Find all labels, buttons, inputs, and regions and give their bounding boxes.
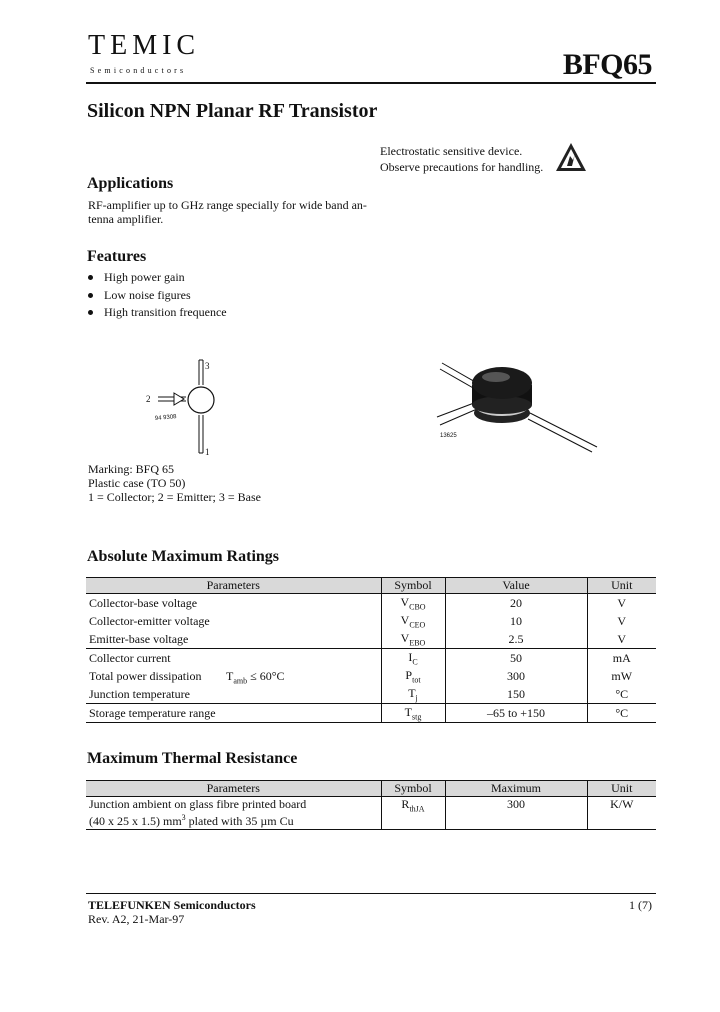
pin-1-label: 1 — [205, 447, 210, 457]
esd-line-2: Observe precautions for handling. — [380, 160, 544, 174]
pin-2-label: 2 — [146, 394, 151, 404]
transistor-symbol-diagram — [140, 355, 230, 460]
footer-rule — [86, 893, 656, 894]
pinout-line: 1 = Collector; 2 = Emitter; 3 = Base — [88, 490, 261, 504]
applications-heading: Applications — [87, 175, 174, 192]
photo-code: 13625 — [440, 433, 457, 439]
logo: TEMIC — [88, 30, 201, 61]
list-item: High power gain — [88, 270, 227, 288]
marking-line: Marking: BFQ 65 — [88, 462, 175, 476]
table-row: Total power dissipation $T_{amb} \le 60^\circ C$ $P_{tot}$ 300 mW — [86, 667, 656, 685]
table-header-row: Parameters Symbol Maximum Unit — [86, 781, 656, 797]
table-row: Collector-emitter voltage $V_{CEO}$ 10 V — [86, 612, 656, 630]
list-item: High transition frequence — [88, 305, 227, 323]
table-header-row: Parameters Symbol Value Unit — [86, 578, 656, 594]
thermal-table — [86, 780, 656, 830]
abs-max-heading: Absolute Maximum Ratings — [87, 548, 280, 565]
esd-line-1: Electrostatic sensitive device. — [380, 144, 523, 158]
table-row: Junction temperature $T_j$ 150 °C — [86, 685, 656, 704]
condition-text: $T_{amb} \le 60^\circ C$ — [226, 668, 285, 685]
logo-subtitle: Semiconductors — [90, 66, 187, 75]
table-row: Collector-base voltage $V_{CBO}$ 20 V — [86, 594, 656, 613]
package-photo — [432, 355, 602, 455]
table-row: Storage temperature range $T_{stg}$ –65 to +150 °C — [86, 704, 656, 723]
applications-text: RF-amplifier up to GHz range specially for wide band an- tenna amplifier. — [88, 198, 367, 226]
table-row: Junction ambient on glass fibre printed board (40 x 25 x 1.5) $mm^3$ plated with 35 µm Cu $R_{thJA}$ 300 K/W — [86, 797, 656, 830]
header-rule — [86, 82, 656, 84]
table-row: Collector current $I_C$ 50 mA — [86, 649, 656, 668]
list-item: Low noise figures — [88, 288, 227, 306]
case-line: Plastic case (TO 50) — [88, 476, 186, 490]
part-number: BFQ65 — [562, 48, 652, 81]
features-list — [88, 270, 227, 323]
features-heading: Features — [87, 248, 147, 265]
esd-warning-icon — [555, 142, 587, 172]
diagram-code: 94 9308 — [154, 414, 177, 422]
esd-notice — [380, 143, 543, 175]
pin-3-label: 3 — [205, 361, 210, 371]
thermal-heading: Maximum Thermal Resistance — [87, 750, 298, 767]
page-number: 1 (7) — [629, 898, 652, 912]
marking-info — [88, 462, 261, 504]
abs-max-table — [86, 577, 656, 723]
footer-company: TELEFUNKEN Semiconductors — [88, 898, 256, 912]
page-title: Silicon NPN Planar RF Transistor — [87, 100, 378, 122]
footer-revision: Rev. A2, 21-Mar-97 — [88, 912, 185, 926]
table-row: Emitter-base voltage $V_{EBO}$ 2.5 V — [86, 630, 656, 649]
